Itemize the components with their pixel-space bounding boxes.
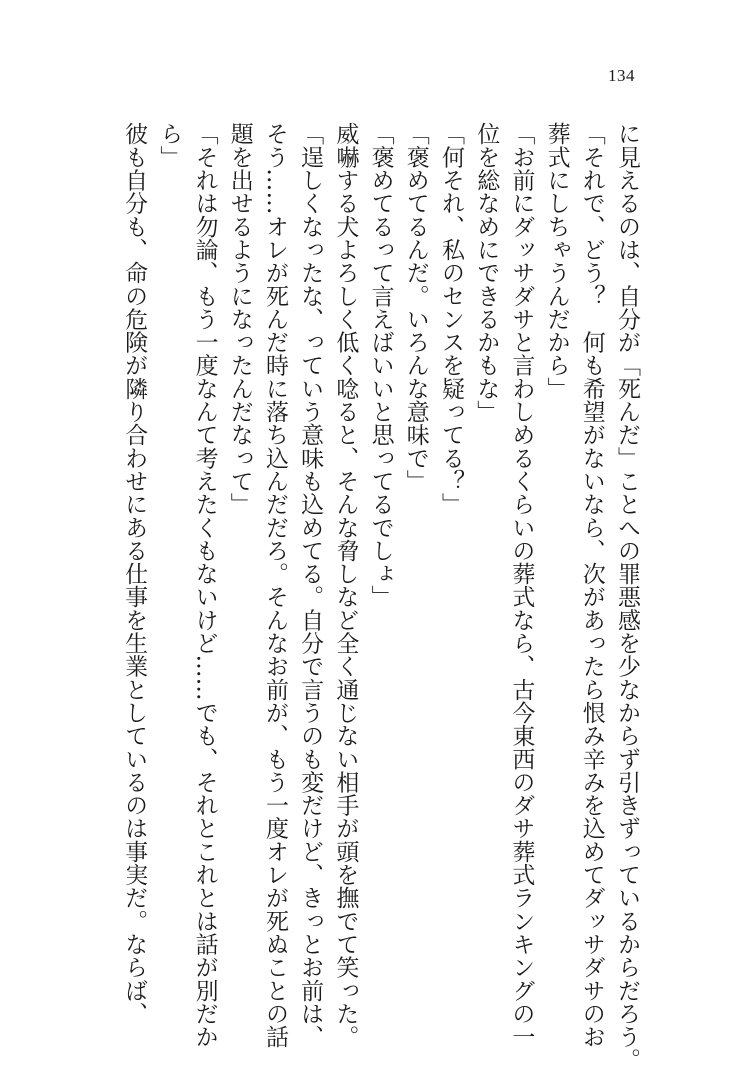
text-line: 「それは勿論、もう一度なんて考えたくもないけど……でも、それとこれとは話が別だか: [191, 122, 218, 1048]
text-line: 「それで、どう？ 何も希望がないなら、次があったら恨み辛みを込めてダッサダサのお: [578, 122, 605, 1048]
text-line: 「褒めてるんだ。いろんな意味で」: [402, 122, 429, 493]
text-line: 威嚇する犬よろしく低く唸ると、そんな脅しなど全く通じない相手が頭を撫でて笑った。: [332, 122, 359, 1048]
vertical-text-body: [116, 122, 644, 1071]
text-line: 題を出せるようになったんだなって」: [226, 122, 253, 516]
text-line: そう……オレが死んだ時に落ち込んだだろ。そんなお前が、もう一度オレが死ぬことの話: [261, 122, 288, 1048]
text-line: に見えるのは、自分が「死んだ」ことへの罪悪感を少なからず引きずっているからだろう。: [614, 122, 640, 1071]
text-line: 「お前にダッサダサと言わしめるくらいの葬式なら、古今東西のダサ葬式ランキングの一: [508, 122, 535, 1048]
text-line: 位を総なめにできるかもな」: [473, 122, 500, 423]
text-line: 葬式にしちゃうんだから」: [543, 122, 570, 400]
text-line: 「褒めてるって言えばいいと思ってるでしょ」: [367, 122, 394, 609]
text-line: 「何それ、私のセンスを疑ってる？」: [437, 122, 464, 516]
text-line: ら」: [156, 122, 183, 169]
text-line: 「逞しくなったな、っていう意味も込めてる。自分で言うのも変だけど、きっとお前は、: [297, 122, 324, 1048]
text-line: 彼も自分も、命の危険が隣り合わせにある仕事を生業としているのは事実だ。ならば、: [121, 122, 148, 1025]
page-number: 134: [608, 66, 635, 85]
